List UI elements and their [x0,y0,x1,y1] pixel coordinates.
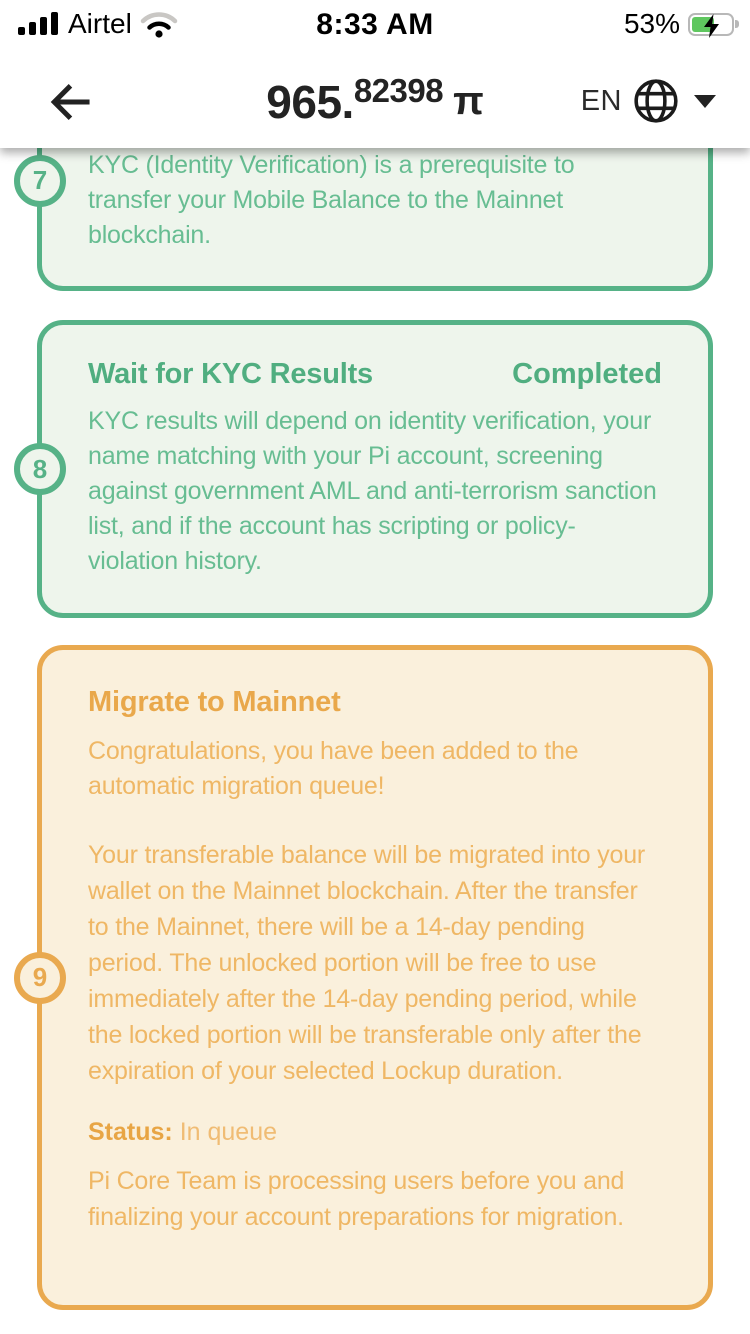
step-paragraph: Your transferable balance will be migrated into your wallet on the Mainnet blockchain. After the transfer to the Mainnet, there will be a 14-day pending period. The unlocked portion will be free to use immediately after the 14-day pending period, while the locked portion will be transferable only after the expiration of your selected Lockup duration. [88,841,646,1085]
balance-integer: 965. [266,75,354,128]
balance-fraction: 82398 [353,71,444,109]
status-label: Status: [88,1118,173,1146]
step-description: KYC results will depend on identity verification, your name matching with your Pi account, screening against government AML and anti-terrorism sanction list, and if the account has scripting or policy-violation history. [88,407,657,575]
battery-percent-label: 53% [623,8,680,39]
pi-symbol: π [453,79,484,123]
step-title: Migrate to Mainnet [88,686,341,718]
step-paragraph: Congratulations, you have been added to the automatic migration queue! [88,737,579,800]
status-value: In queue [179,1118,278,1146]
globe-icon [632,77,680,125]
status-bar-right [624,8,734,40]
app-header [0,55,750,148]
step-number-badge: 7 [14,155,66,207]
migration-status-line [88,1114,662,1150]
step-description: KYC (Identity Verification) is a prerequisite to transfer your Mobile Balance to the Mainnet blockchain. [88,151,575,249]
step-number-badge: 8 [14,443,66,495]
language-selector[interactable] [581,77,716,125]
lightning-bolt-icon [703,14,720,38]
language-code: EN [580,84,622,117]
step-number-badge: 9 [14,952,66,1004]
top-chrome [0,0,750,148]
status-note: Pi Core Team is processing users before you and finalizing your account preparations for migration. [88,1167,625,1231]
step-card-9 [32,645,713,1310]
step-title: Wait for KYC Results [88,358,373,390]
carrier-label: Airtel [68,8,132,39]
status-bar [0,0,750,55]
step-title-row [88,358,662,391]
chevron-down-icon [694,95,716,108]
step-card-8 [32,320,713,618]
battery-icon [688,13,734,36]
clock: 8:33 AM [316,8,434,41]
status-badge: Completed [512,358,662,390]
